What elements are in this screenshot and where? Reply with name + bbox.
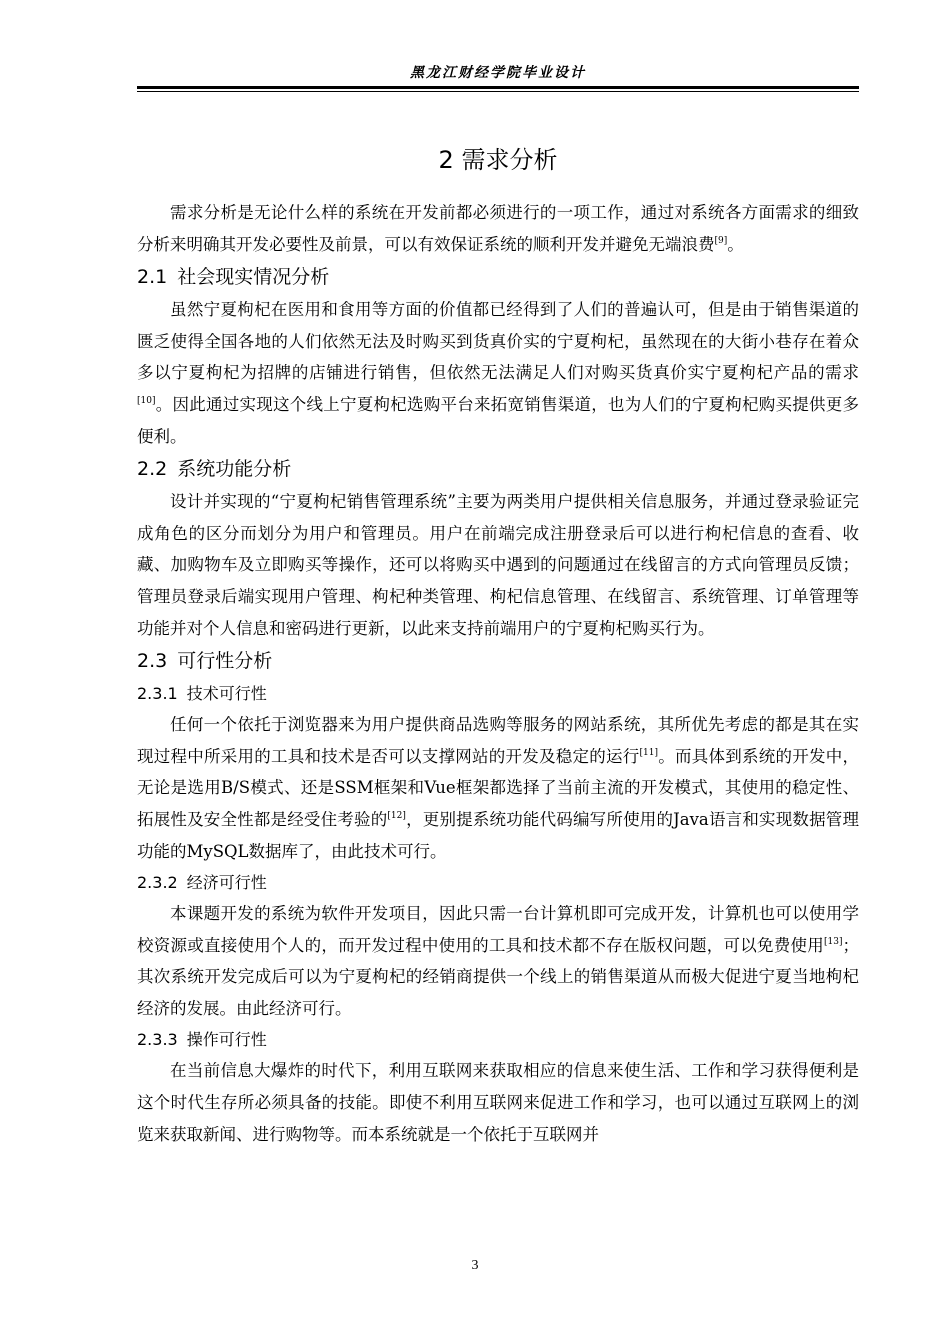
header-rule-thin	[137, 91, 859, 92]
chapter-title: 2 需求分析	[438, 146, 558, 174]
intro-paragraph: 需求分析是无论什么样的系统在开发前都必须进行的一项工作，通过对系统各方面需求的细致分析来明确其开发必要性及前景，可以有效保证系统的顺利开发并避免无端浪费[9]。	[137, 203, 859, 254]
section-heading-2-3-2: 2.3.2 经济可行性	[137, 873, 267, 893]
section-heading-2-3: 2.3 可行性分析	[137, 650, 273, 673]
section-heading-2-1: 2.1 社会现实情况分析	[137, 266, 330, 289]
running-header: 黑龙江财经学院毕业设计	[410, 65, 586, 81]
section-2-3-3-paragraph: 在当前信息大爆炸的时代下，利用互联网来获取相应的信息来使生活、工作和学习获得便利是这个时代生存所必须具备的技能。即使不利用互联网来促进工作和学习，也可以通过互联网上的浏览来获取新闻、进行购物等。而本系统就是一个依托于互联网并	[137, 1061, 859, 1144]
section-2-2-paragraph: 设计并实现的“宁夏枸杞销售管理系统”主要为两类用户提供相关信息服务，并通过登录验证完成角色的区分而划分为用户和管理员。用户在前端完成注册登录后可以进行枸杞信息的查看、收藏、加购物车及立即购买等操作，还可以将购买中遇到的问题通过在线留言的方式向管理员反馈；管理员登录后端实现用户管理、枸杞种类管理、枸杞信息管理、在线留言、系统管理、订单管理等功能并对个人信息和密码进行更新，以此来支持前端用户的宁夏枸杞购买行为。	[137, 492, 859, 638]
section-2-3-2-paragraph: 本课题开发的系统为软件开发项目，因此只需一台计算机即可完成开发，计算机也可以使用学校资源或直接使用个人的，而开发过程中使用的工具和技术都不存在版权问题，可以免费使用[13]；其次系统开发完成后可以为宁夏枸杞的经销商提供一个线上的销售渠道从而极大促进宁夏当地枸杞经济的发展。由此经济可行。	[137, 904, 859, 1018]
citation: [10]	[137, 395, 156, 406]
page-number: 3	[471, 1258, 479, 1273]
section-heading-2-3-1: 2.3.1 技术可行性	[137, 684, 267, 704]
section-heading-2-2: 2.2 系统功能分析	[137, 458, 292, 481]
section-2-3-1-paragraph: 任何一个依托于浏览器来为用户提供商品选购等服务的网站系统，其所优先考虑的都是其在实现过程中所采用的工具和技术是否可以支撑网站的开发及稳定的运行[11]。而具体到系统的开发中，无论是选用B/S模式、还是SSM框架和Vue框架都选择了当前主流的开发模式，其使用的稳定性、拓展性及安全性都是经受住考验的[12]，更别提系统功能代码编写所使用的Java语言和实现数据管理功能的MySQL数据库了，由此技术可行。	[137, 715, 860, 861]
citation: [13]	[824, 936, 843, 947]
page-body	[137, 197, 859, 1150]
header-rule-thick	[137, 86, 859, 89]
citation: [9]	[714, 235, 728, 246]
citation: [11]	[639, 747, 658, 758]
citation: [12]	[387, 810, 406, 821]
section-2-1-paragraph: 虽然宁夏枸杞在医用和食用等方面的价值都已经得到了人们的普遍认可，但是由于销售渠道的匮乏使得全国各地的人们依然无法及时购买到货真价实的宁夏枸杞，虽然现在的大街小巷存在着众多以宁夏枸杞为招牌的店铺进行销售，但依然无法满足人们对购买货真价实宁夏枸杞产品的需求[10]。因此通过实现这个线上宁夏枸杞选购平台来拓宽销售渠道，也为人们的宁夏枸杞购买提供更多便利。	[137, 300, 859, 446]
section-heading-2-3-3: 2.3.3 操作可行性	[137, 1030, 267, 1050]
